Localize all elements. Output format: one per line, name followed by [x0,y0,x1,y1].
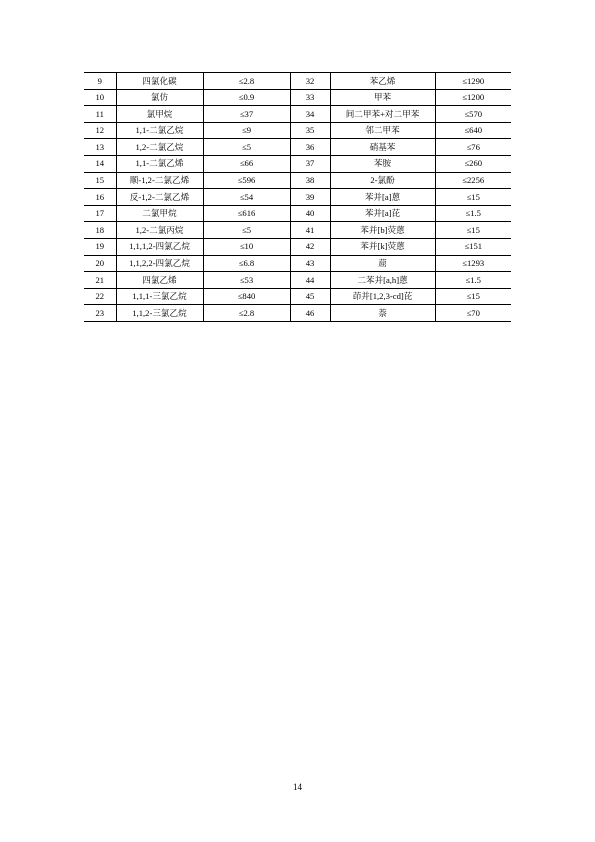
cell-name1: 顺-1,2-二氯乙烯 [116,172,203,189]
cell-name2: 苯并[b]荧蒽 [330,222,435,239]
cell-limit1: ≤6.8 [203,255,290,272]
cell-limit1: ≤66 [203,155,290,172]
cell-name2: 硝基苯 [330,139,435,156]
cell-limit1: ≤616 [203,205,290,222]
cell-no1: 11 [84,106,116,123]
cell-name2: 苯乙烯 [330,73,435,90]
cell-name2: 邻二甲苯 [330,122,435,139]
cell-name2: 二苯并[a,h]蒽 [330,272,435,289]
table-row [84,122,511,139]
cell-limit2: ≤570 [435,106,511,123]
page-number: 14 [293,782,302,792]
cell-limit1: ≤54 [203,189,290,206]
cell-no1: 20 [84,255,116,272]
cell-limit2: ≤2256 [435,172,511,189]
cell-no2: 41 [290,222,330,239]
pollutant-limit-table [84,72,511,322]
cell-no2: 46 [290,305,330,322]
cell-name2: 间二甲苯+对二甲苯 [330,106,435,123]
cell-no1: 9 [84,73,116,90]
cell-name2: 苯并[k]荧蒽 [330,238,435,255]
cell-name2: 苯并[a]芘 [330,205,435,222]
cell-limit1: ≤5 [203,222,290,239]
cell-name2: 苯并[a]蒽 [330,189,435,206]
cell-no1: 17 [84,205,116,222]
table-row [84,222,511,239]
cell-no2: 35 [290,122,330,139]
cell-name2: 2-氯酚 [330,172,435,189]
cell-limit2: ≤15 [435,288,511,305]
cell-limit2: ≤76 [435,139,511,156]
cell-name2: 䓛 [330,255,435,272]
table-row [84,189,511,206]
table-row [84,238,511,255]
table-row [84,106,511,123]
cell-limit1: ≤840 [203,288,290,305]
cell-limit2: ≤640 [435,122,511,139]
cell-name2: 萘 [330,305,435,322]
table-row [84,73,511,90]
cell-no1: 19 [84,238,116,255]
cell-limit1: ≤2.8 [203,305,290,322]
cell-name1: 1,1-二氯乙烷 [116,122,203,139]
table-row [84,305,511,322]
cell-name1: 1,1-二氯乙烯 [116,155,203,172]
cell-name2: 茚并[1,2,3-cd]芘 [330,288,435,305]
cell-limit1: ≤37 [203,106,290,123]
cell-limit1: ≤9 [203,122,290,139]
cell-name1: 氯仿 [116,89,203,106]
cell-no2: 44 [290,272,330,289]
cell-limit1: ≤596 [203,172,290,189]
table-body [84,73,511,322]
cell-name1: 氯甲烷 [116,106,203,123]
cell-no2: 32 [290,73,330,90]
cell-limit1: ≤2.8 [203,73,290,90]
cell-limit2: ≤1.5 [435,205,511,222]
table-row [84,272,511,289]
cell-name1: 四氯化碳 [116,73,203,90]
cell-no1: 23 [84,305,116,322]
cell-limit2: ≤151 [435,238,511,255]
cell-limit1: ≤5 [203,139,290,156]
cell-no1: 21 [84,272,116,289]
table-row [84,89,511,106]
cell-no2: 37 [290,155,330,172]
cell-limit2: ≤70 [466,307,480,318]
cell-no1: 18 [84,222,116,239]
table-row [84,255,511,272]
cell-no1: 13 [84,139,116,156]
cell-no2: 38 [290,172,330,189]
cell-name1: 1,1,1-三氯乙烷 [116,288,203,305]
cell-no2: 33 [290,89,330,106]
cell-no1: 12 [84,122,116,139]
cell-name1: 反-1,2-二氯乙烯 [116,189,203,206]
cell-limit2: ≤15 [435,189,511,206]
cell-no2: 43 [290,255,330,272]
table-row [84,205,511,222]
table-row [84,155,511,172]
cell-limit1: ≤0.9 [203,89,290,106]
cell-limit2: ≤1293 [435,255,511,272]
cell-name1: 二氯甲烷 [116,205,203,222]
cell-name1: 四氯乙烯 [116,272,203,289]
cell-name2: 甲苯 [330,89,435,106]
table-row [84,288,511,305]
cell-name1: 1,1,2,2-四氯乙烷 [116,255,203,272]
cell-limit1: ≤10 [203,238,290,255]
cell-no1: 15 [84,172,116,189]
cell-name1: 1,2-二氯丙烷 [116,222,203,239]
cell-no2: 42 [290,238,330,255]
table-row [84,172,511,189]
cell-no2: 45 [290,288,330,305]
cell-limit2: ≤1.5 [435,272,511,289]
cell-name2: 苯胺 [330,155,435,172]
cell-no2: 40 [290,205,330,222]
table-row [84,139,511,156]
cell-no2: 39 [290,189,330,206]
cell-no1: 22 [84,288,116,305]
cell-no2: 34 [290,106,330,123]
cell-limit2: ≤1290 [435,73,511,90]
cell-limit2: ≤1200 [435,89,511,106]
cell-no1: 14 [84,155,116,172]
cell-name1: 1,1,2-三氯乙烷 [116,305,203,322]
cell-name1: 1,1,1,2-四氯乙烷 [116,238,203,255]
cell-limit1: ≤53 [203,272,290,289]
cell-no1: 16 [84,189,116,206]
cell-limit2: ≤15 [435,222,511,239]
cell-no2: 36 [290,139,330,156]
cell-limit2: ≤260 [435,155,511,172]
cell-no1: 10 [84,89,116,106]
cell-name1: 1,2-二氯乙烷 [116,139,203,156]
